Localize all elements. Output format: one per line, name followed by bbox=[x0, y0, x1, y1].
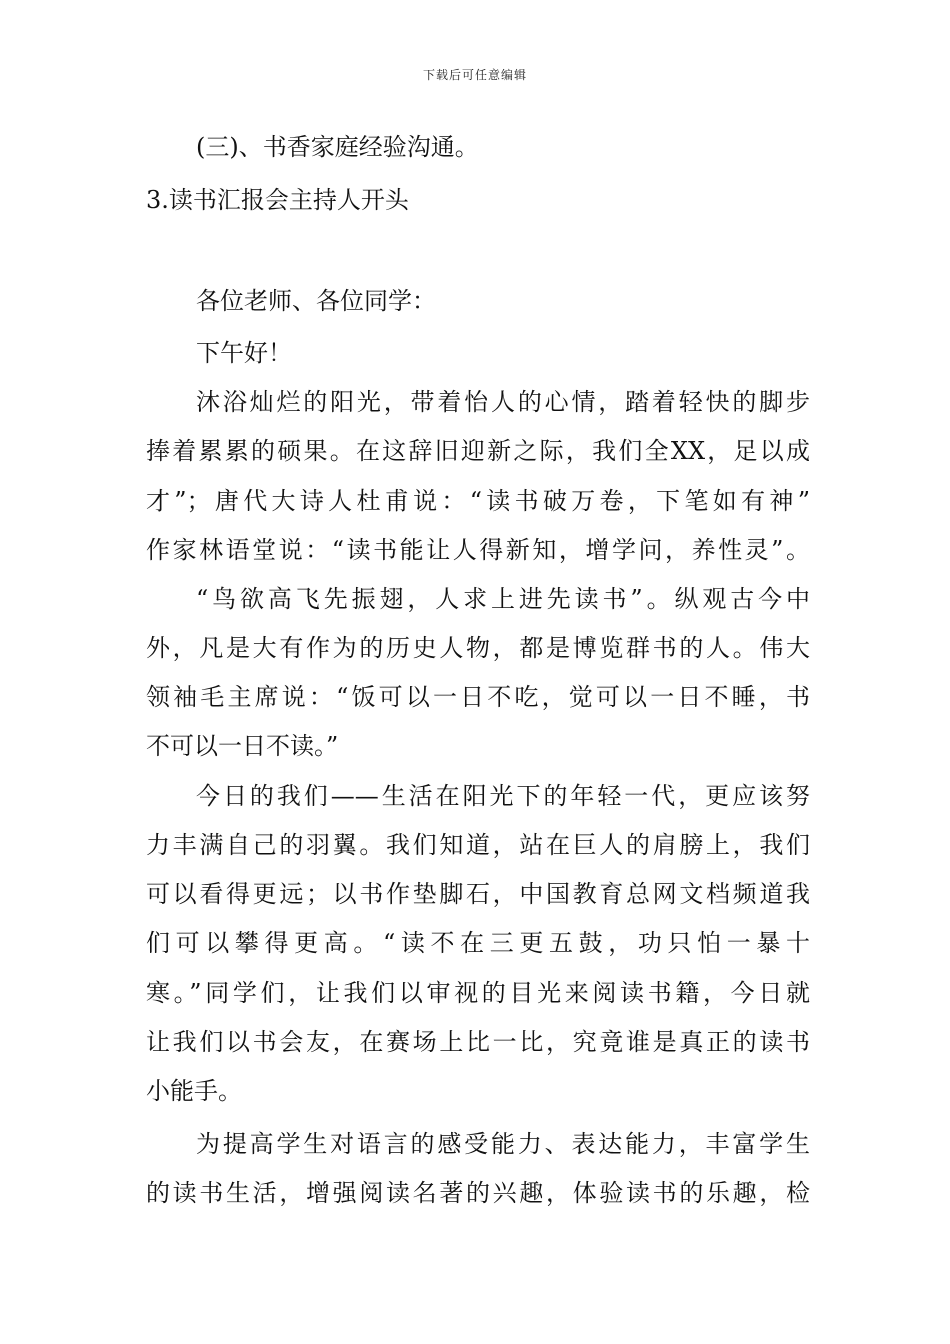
paragraph-line: 为提高学生对语言的感受能力、表达能力，丰富学生 bbox=[196, 1130, 810, 1158]
section-heading: (三)、书香家庭经验沟通。 bbox=[196, 133, 479, 161]
paragraph-line: 才”；唐代大诗人杜甫说：“读书破万卷，下笔如有神” bbox=[146, 487, 810, 515]
paragraph-line: 力丰满自己的羽翼。我们知道，站在巨人的肩膀上，我们 bbox=[146, 831, 810, 859]
paragraph-line: 外，凡是大有作为的历史人物，都是博览群书的人。伟大 bbox=[146, 634, 810, 662]
paragraph-line: 寒。”同学们，让我们以审视的目光来阅读书籍，今日就 bbox=[146, 979, 810, 1007]
paragraph-line: “鸟欲高飞先振翅，人求上进先读书”。纵观古今中 bbox=[196, 585, 810, 613]
paragraph-line: 捧着累累的硕果。在这辞旧迎新之际，我们全XX，足以成 bbox=[146, 437, 810, 465]
paragraph-line: 领袖毛主席说：“饭可以一日不吃，觉可以一日不睡，书 bbox=[146, 683, 810, 711]
header-note: 下载后可任意编辑 bbox=[422, 68, 527, 82]
paragraph-line: 可以看得更远；以书作垫脚石，中国教育总网文档频道我 bbox=[146, 880, 810, 908]
paragraph-line: 不可以一日不读。” bbox=[146, 732, 339, 760]
paragraph-line: 小能手。 bbox=[146, 1077, 242, 1105]
salutation: 各位老师、各位同学： bbox=[196, 287, 436, 315]
paragraph-line: 让我们以书会友，在赛场上比一比，究竟谁是真正的读书 bbox=[146, 1028, 810, 1056]
paragraph-line: 们可以攀得更高。“读不在三更五鼓，功只怕一暴十 bbox=[146, 929, 810, 957]
greeting: 下午好！ bbox=[196, 339, 292, 367]
paragraph-line: 的读书生活，增强阅读名著的兴趣，体验读书的乐趣，检 bbox=[146, 1179, 810, 1207]
paragraph-line: 沐浴灿烂的阳光，带着怡人的心情，踏着轻快的脚步 bbox=[196, 388, 810, 416]
paragraph-line: 作家林语堂说：“读书能让人得新知，增学问，养性灵”。 bbox=[146, 536, 810, 564]
item-heading: 3.读书汇报会主持人开头 bbox=[146, 186, 409, 214]
paragraph-line: 今日的我们——生活在阳光下的年轻一代，更应该努 bbox=[196, 782, 810, 810]
